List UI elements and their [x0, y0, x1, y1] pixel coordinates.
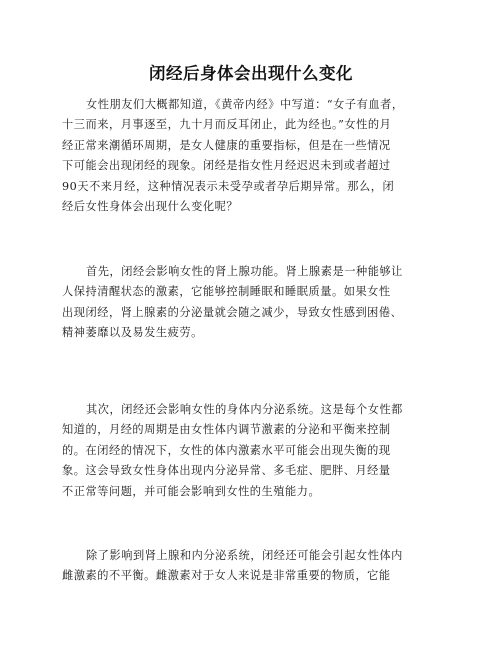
text-line: 的。在闭经的情况下，女性的体内激素水平可能会出现失衡的现	[62, 443, 391, 457]
text-line: 下可能会出现闭经的现象。闭经是指女性月经迟迟未到或者超过	[62, 159, 391, 173]
text-line: 象。这会导致女性身体出现内分泌异常、多毛症、肥胖、月经量	[62, 464, 391, 478]
paragraph-estrogen	[62, 546, 403, 587]
text-line: 雌激素的不平衡。雌激素对于女人来说是非常重要的物质，它能	[62, 569, 391, 583]
text-line: 知道的，月经的周期是由女性体内调节激素的分泌和平衡来控制	[62, 423, 391, 437]
text-line: 90天不来月经，这种情况表示未受孕或者孕后期异常。那么，闭	[62, 179, 395, 193]
text-line: 不正常等问题，并可能会影响到女性的生殖能力。	[62, 484, 321, 498]
paragraph-intro	[62, 95, 404, 217]
text-line: 首先，闭经会影响女性的肾上腺功能。肾上腺素是一种能够让	[86, 265, 403, 278]
text-line: 精神萎靡以及易发生疲劳。	[62, 326, 203, 340]
text-line: 除了影响到肾上腺和内分泌系统，闭经还可能会引起女性体内	[86, 549, 403, 562]
text-line: 十三而来，月事逐至，九十月而反耳闭止，此为经也。”女性的月	[62, 118, 392, 132]
text-line: 经后女性身体会出现什么变化呢？	[62, 200, 239, 214]
paragraph-endocrine	[62, 400, 403, 502]
text-line: 人保持清醒状态的激素，它能够控制睡眠和睡眠质量。如果女性	[62, 285, 391, 299]
text-line: 女性朋友们大概都知道，《黄帝内经》中写道：“女子有血者，	[86, 98, 404, 111]
paragraph-adrenal	[62, 262, 403, 344]
text-line: 经正常来潮循环周期，是女人健康的重要指标，但是在一些情况	[62, 138, 391, 152]
page-title: 闭经后身体会出现什么变化	[149, 64, 353, 83]
text-line: 其次，闭经还会影响女性的身体内分泌系统。这是每个女性都	[86, 403, 403, 416]
text-line: 出现闭经，肾上腺素的分泌量就会随之减少，导致女性感到困倦、	[62, 305, 403, 319]
